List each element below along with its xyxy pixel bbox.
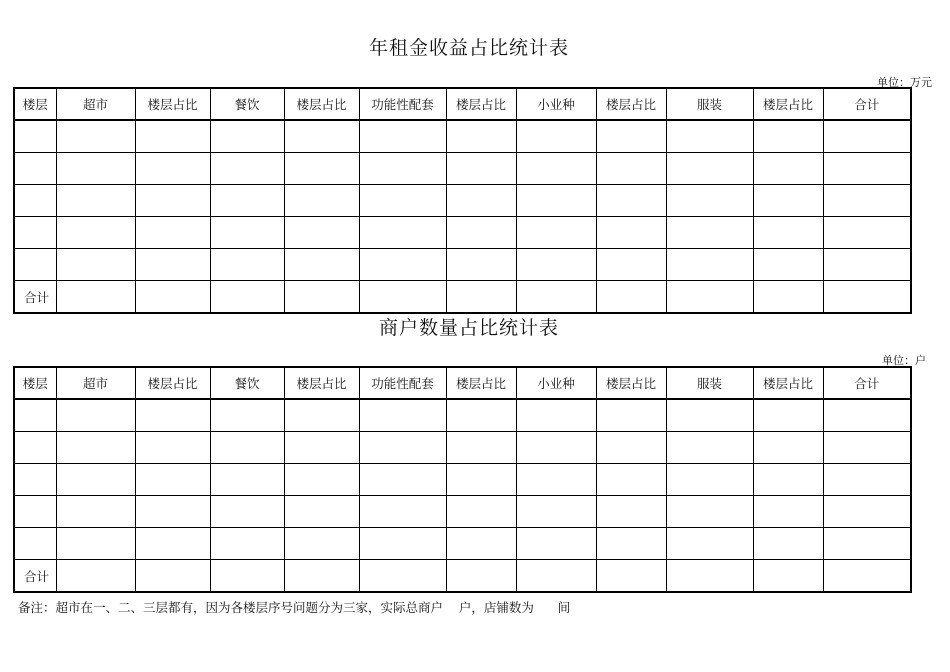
rent-table-cell [753, 249, 823, 281]
rent-table-cell [135, 120, 210, 153]
rent-column-header: 楼层 [14, 88, 56, 120]
rent-income-table [13, 87, 912, 314]
rent-table-cell [359, 153, 446, 185]
tenant-table-cell [284, 528, 359, 560]
rent-column-header: 功能性配套 [359, 88, 446, 120]
tenant-table-cell [823, 464, 911, 496]
rent-table-cell [14, 249, 56, 281]
tenant-table-cell [210, 399, 284, 432]
rent-table-cell [516, 217, 596, 249]
tenant-table-cell [284, 464, 359, 496]
tenant-table-cell [446, 432, 516, 464]
rent-table-cell [446, 153, 516, 185]
tenant-column-header: 楼层占比 [753, 367, 823, 399]
rent-table-cell [56, 153, 135, 185]
tenant-column-header: 楼层占比 [446, 367, 516, 399]
tenant-column-header: 小业种 [516, 367, 596, 399]
tenant-column-header: 餐饮 [210, 367, 284, 399]
tenant-table-cell [359, 496, 446, 528]
tenant-table-cell [359, 464, 446, 496]
rent-table-cell [359, 185, 446, 217]
rent-table-cell [516, 249, 596, 281]
rent-table-cell [284, 217, 359, 249]
rent-table-cell [135, 217, 210, 249]
tenant-column-header: 功能性配套 [359, 367, 446, 399]
rent-table-cell [284, 120, 359, 153]
rent-table-cell [359, 281, 446, 314]
rent-table-cell [446, 120, 516, 153]
tenant-table-cell [359, 560, 446, 593]
tenant-table-cell [753, 464, 823, 496]
tenant-table-cell [14, 432, 56, 464]
rent-table-row [14, 217, 911, 249]
rent-column-header: 楼层占比 [446, 88, 516, 120]
rent-table-cell [753, 120, 823, 153]
rent-total-label: 合计 [14, 281, 56, 314]
tenant-table-row [14, 496, 911, 528]
tenant-table-cell [753, 496, 823, 528]
rent-table-cell [753, 153, 823, 185]
tenant-table-cell [753, 432, 823, 464]
rent-column-header: 服装 [666, 88, 753, 120]
rent-table-cell [753, 185, 823, 217]
rent-table-unit: 单位：万元 [877, 76, 932, 89]
tenant-table-cell [135, 432, 210, 464]
rent-table-cell [56, 249, 135, 281]
tenant-column-header: 超市 [56, 367, 135, 399]
rent-column-header: 楼层占比 [596, 88, 666, 120]
tenant-table-row [14, 464, 911, 496]
tenant-table-cell [596, 560, 666, 593]
rent-table-cell [516, 281, 596, 314]
tenant-table-cell [446, 399, 516, 432]
tenant-table-cell [596, 528, 666, 560]
rent-table-cell [14, 153, 56, 185]
rent-table-cell [516, 153, 596, 185]
rent-table-cell [596, 185, 666, 217]
rent-table-cell [823, 153, 911, 185]
tenant-column-header: 楼层占比 [135, 367, 210, 399]
rent-table-cell [516, 120, 596, 153]
rent-table-cell [359, 217, 446, 249]
rent-table-cell [56, 281, 135, 314]
tenant-table-cell [359, 528, 446, 560]
tenant-table-cell [14, 399, 56, 432]
rent-table-cell [446, 217, 516, 249]
rent-table-cell [359, 120, 446, 153]
tenant-column-header: 楼层占比 [596, 367, 666, 399]
rent-table-cell [823, 281, 911, 314]
rent-table-cell [666, 281, 753, 314]
tenant-table-cell [516, 399, 596, 432]
tenant-table-cell [516, 464, 596, 496]
tenant-table-cell [446, 496, 516, 528]
tenant-table-cell [56, 399, 135, 432]
rent-table-cell [446, 185, 516, 217]
tenant-table-cell [446, 464, 516, 496]
rent-column-header: 小业种 [516, 88, 596, 120]
tenant-table-cell [56, 464, 135, 496]
rent-table-cell [284, 281, 359, 314]
footnote: 备注：超市在一、二、三层都有，因为各楼层序号问题分为三家，实际总商户 户，店铺数为 间 [18, 600, 571, 615]
rent-column-header: 餐饮 [210, 88, 284, 120]
rent-table-cell [596, 281, 666, 314]
tenant-table-row [14, 399, 911, 432]
tenant-table-row [14, 560, 911, 593]
rent-table-cell [210, 120, 284, 153]
rent-column-header: 楼层占比 [135, 88, 210, 120]
rent-table-cell [446, 249, 516, 281]
rent-table-cell [135, 281, 210, 314]
tenant-table-cell [516, 560, 596, 593]
tenant-table-cell [210, 432, 284, 464]
rent-table-cell [135, 249, 210, 281]
tenant-table-cell [56, 528, 135, 560]
rent-column-header: 合计 [823, 88, 911, 120]
tenant-table-cell [14, 464, 56, 496]
tenant-table-row [14, 528, 911, 560]
rent-table-row [14, 153, 911, 185]
tenant-table-cell [359, 399, 446, 432]
tenant-table-cell [823, 432, 911, 464]
tenant-table-cell [753, 528, 823, 560]
rent-table-cell [210, 281, 284, 314]
rent-table-row [14, 185, 911, 217]
tenant-table-cell [446, 528, 516, 560]
tenant-table-cell [56, 432, 135, 464]
rent-table-cell [516, 185, 596, 217]
rent-column-header: 超市 [56, 88, 135, 120]
tenant-header-row [14, 367, 911, 399]
rent-table-row [14, 120, 911, 153]
rent-table-cell [596, 153, 666, 185]
tenant-table-cell [284, 560, 359, 593]
tenant-table-cell [666, 399, 753, 432]
tenant-table-cell [210, 464, 284, 496]
tenant-table-cell [823, 399, 911, 432]
rent-table-row [14, 249, 911, 281]
rent-table-title: 年租金收益占比统计表 [368, 37, 569, 59]
rent-table-cell [446, 281, 516, 314]
tenant-table-cell [753, 399, 823, 432]
rent-column-header: 楼层占比 [753, 88, 823, 120]
rent-table-cell [823, 120, 911, 153]
tenant-table-cell [666, 528, 753, 560]
rent-table-cell [596, 217, 666, 249]
tenant-table-cell [516, 496, 596, 528]
rent-column-header: 楼层占比 [284, 88, 359, 120]
tenant-column-header: 楼层 [14, 367, 56, 399]
tenant-table-cell [823, 528, 911, 560]
tenant-table-unit: 单位：户 [882, 354, 926, 367]
rent-table-cell [210, 153, 284, 185]
rent-table-cell [753, 217, 823, 249]
rent-table-cell [56, 120, 135, 153]
tenant-table-cell [666, 432, 753, 464]
tenant-table-cell [516, 432, 596, 464]
rent-table-cell [56, 185, 135, 217]
tenant-table-cell [596, 399, 666, 432]
tenant-table-cell [596, 432, 666, 464]
rent-table-cell [284, 185, 359, 217]
tenant-table-cell [210, 560, 284, 593]
tenant-table-cell [135, 464, 210, 496]
tenant-table-cell [135, 399, 210, 432]
rent-table-cell [753, 281, 823, 314]
tenant-table-cell [135, 496, 210, 528]
rent-header-row [14, 88, 911, 120]
tenant-count-table [13, 366, 912, 593]
rent-table-cell [210, 249, 284, 281]
rent-table-cell [135, 185, 210, 217]
rent-table-row [14, 281, 911, 314]
tenant-table-cell [14, 528, 56, 560]
rent-table-cell [14, 120, 56, 153]
tenant-table-cell [666, 496, 753, 528]
tenant-table-cell [446, 560, 516, 593]
tenant-column-header: 合计 [823, 367, 911, 399]
tenant-table-cell [823, 560, 911, 593]
rent-table-cell [359, 249, 446, 281]
tenant-table-title: 商户数量占比统计表 [378, 317, 559, 339]
rent-table-cell [56, 217, 135, 249]
rent-table-cell [284, 249, 359, 281]
rent-table-cell [666, 120, 753, 153]
rent-table-cell [14, 217, 56, 249]
tenant-table-cell [666, 464, 753, 496]
tenant-table-cell [359, 432, 446, 464]
rent-table-cell [666, 217, 753, 249]
rent-table-cell [596, 249, 666, 281]
tenant-table-cell [823, 496, 911, 528]
tenant-table-cell [596, 496, 666, 528]
rent-table-cell [284, 153, 359, 185]
tenant-column-header: 楼层占比 [284, 367, 359, 399]
rent-table-cell [210, 217, 284, 249]
tenant-table-cell [135, 560, 210, 593]
rent-table-cell [823, 217, 911, 249]
tenant-table-cell [666, 560, 753, 593]
tenant-table-cell [210, 528, 284, 560]
rent-table-cell [666, 249, 753, 281]
rent-table-cell [823, 185, 911, 217]
rent-table-cell [596, 120, 666, 153]
tenant-table-cell [516, 528, 596, 560]
tenant-table-cell [284, 399, 359, 432]
tenant-table-cell [596, 464, 666, 496]
tenant-table-row [14, 432, 911, 464]
tenant-total-label: 合计 [14, 560, 56, 593]
tenant-table-cell [14, 496, 56, 528]
tenant-table-cell [56, 560, 135, 593]
tenant-table-cell [284, 432, 359, 464]
rent-table-cell [823, 249, 911, 281]
tenant-table-cell [210, 496, 284, 528]
rent-table-cell [666, 185, 753, 217]
rent-table-cell [135, 153, 210, 185]
rent-table-cell [14, 185, 56, 217]
tenant-table-cell [284, 496, 359, 528]
tenant-table-cell [56, 496, 135, 528]
rent-table-cell [666, 153, 753, 185]
tenant-table-cell [753, 560, 823, 593]
tenant-column-header: 服装 [666, 367, 753, 399]
rent-table-cell [210, 185, 284, 217]
tenant-table-cell [135, 528, 210, 560]
